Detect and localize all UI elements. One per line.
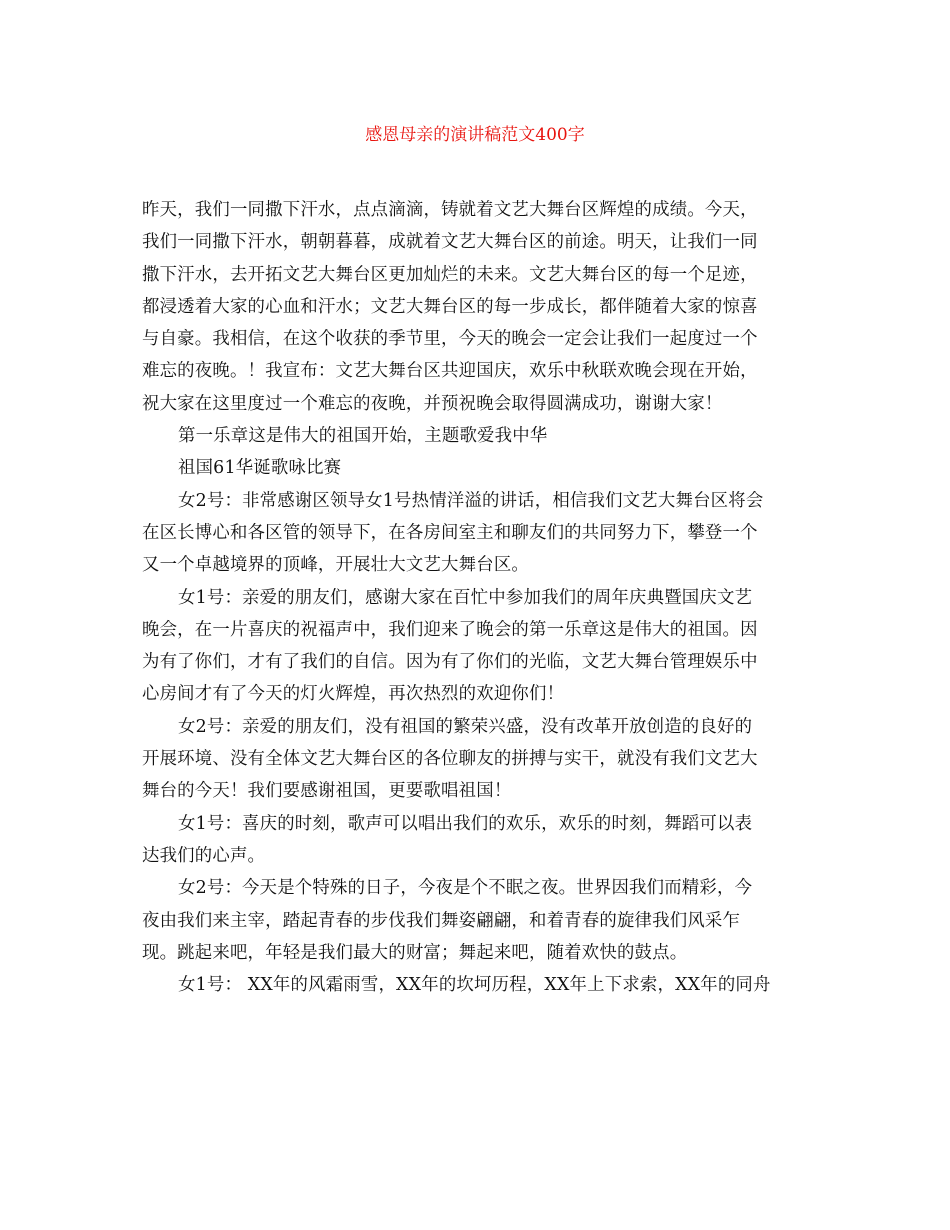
text-line: 开展环境、没有全体文艺大舞台区的各位聊友的拼搏与实干，就没有我们文艺大 [142, 749, 758, 770]
text-line: 第一乐章这是伟大的祖国开始，主题歌爱我中华 [178, 426, 548, 447]
document-body [142, 194, 812, 1001]
text-line: 又一个卓越境界的顶峰，开展壮大文艺大舞台区。 [142, 555, 529, 576]
text-line: 女1号： XX年的风霜雨雪，XX年的坎坷历程，XX年上下求索，XX年的同舟 [178, 975, 771, 996]
text-line: 女2号：非常感谢区领导女1号热情洋溢的讲话，相信我们文艺大舞台区将会 [178, 490, 764, 511]
text-line: 现。跳起来吧，年轻是我们最大的财富；舞起来吧，随着欢快的鼓点。 [142, 942, 688, 963]
paragraph-host-1-a [142, 582, 812, 711]
document-title: 感恩母亲的演讲稿范文400字 [365, 125, 585, 145]
text-line: 都浸透着大家的心血和汗水；文艺大舞台区的每一步成长，都伴随着大家的惊喜 [142, 296, 758, 317]
text-line: 晚会，在一片喜庆的祝福声中，我们迎来了晚会的第一乐章这是伟大的祖国。因 [142, 619, 758, 640]
text-line: 夜由我们来主宰，踏起青春的步伐我们舞姿翩翩，和着青春的旋律我们风采乍 [142, 910, 741, 931]
text-line: 祝大家在这里度过一个难忘的夜晚，并预祝晚会取得圆满成功，谢谢大家！ [142, 393, 723, 414]
text-line: 与自豪。我相信，在这个收获的季节里，今天的晚会一定会让我们一起度过一个 [142, 329, 758, 350]
text-line: 达我们的心声。 [142, 845, 266, 866]
paragraph-host-2-b [142, 711, 812, 808]
text-line: 我们一同撒下汗水，朝朝暮暮，成就着文艺大舞台区的前途。明天，让我们一同 [142, 232, 758, 253]
paragraph-opening [142, 194, 812, 420]
paragraph-host-1-b [142, 808, 812, 873]
text-line: 撒下汗水，去开拓文艺大舞台区更加灿烂的未来。文艺大舞台区的每一个足迹， [142, 264, 758, 285]
paragraph-contest-title [142, 452, 812, 484]
text-line: 心房间才有了今天的灯火辉煌，再次热烈的欢迎你们！ [142, 684, 565, 705]
text-line: 女2号：亲爱的朋友们，没有祖国的繁荣兴盛，没有改革开放创造的良好的 [178, 716, 753, 737]
paragraph-host-2-a [142, 485, 812, 582]
text-line: 女1号：喜庆的时刻，歌声可以唱出我们的欢乐，欢乐的时刻，舞蹈可以表 [178, 813, 753, 834]
text-line: 女2号：今天是个特殊的日子，今夜是个不眠之夜。世界因我们而精彩，今 [178, 878, 753, 899]
text-line: 在区长博心和各区管的领导下，在各房间室主和聊友们的共同努力下，攀登一个 [142, 522, 758, 543]
text-line: 昨天，我们一同撒下汗水，点点滴滴，铸就着文艺大舞台区辉煌的成绩。今天， [142, 200, 758, 220]
text-line: 难忘的夜晚。！我宣布：文艺大舞台区共迎国庆，欢乐中秋联欢晚会现在开始， [142, 361, 758, 382]
paragraph-host-2-c [142, 872, 812, 969]
paragraph-host-1-c [142, 969, 812, 1001]
text-line: 祖国61华诞歌咏比赛 [178, 458, 342, 479]
text-line: 为有了你们，才有了我们的自信。因为有了你们的光临，文艺大舞台管理娱乐中 [142, 652, 758, 673]
paragraph-first-movement [142, 420, 812, 452]
text-line: 舞台的今天！我们要感谢祖国，更要歌唱祖国！ [142, 781, 512, 802]
text-line: 女1号：亲爱的朋友们，感谢大家在百忙中参加我们的周年庆典暨国庆文艺 [178, 587, 753, 608]
